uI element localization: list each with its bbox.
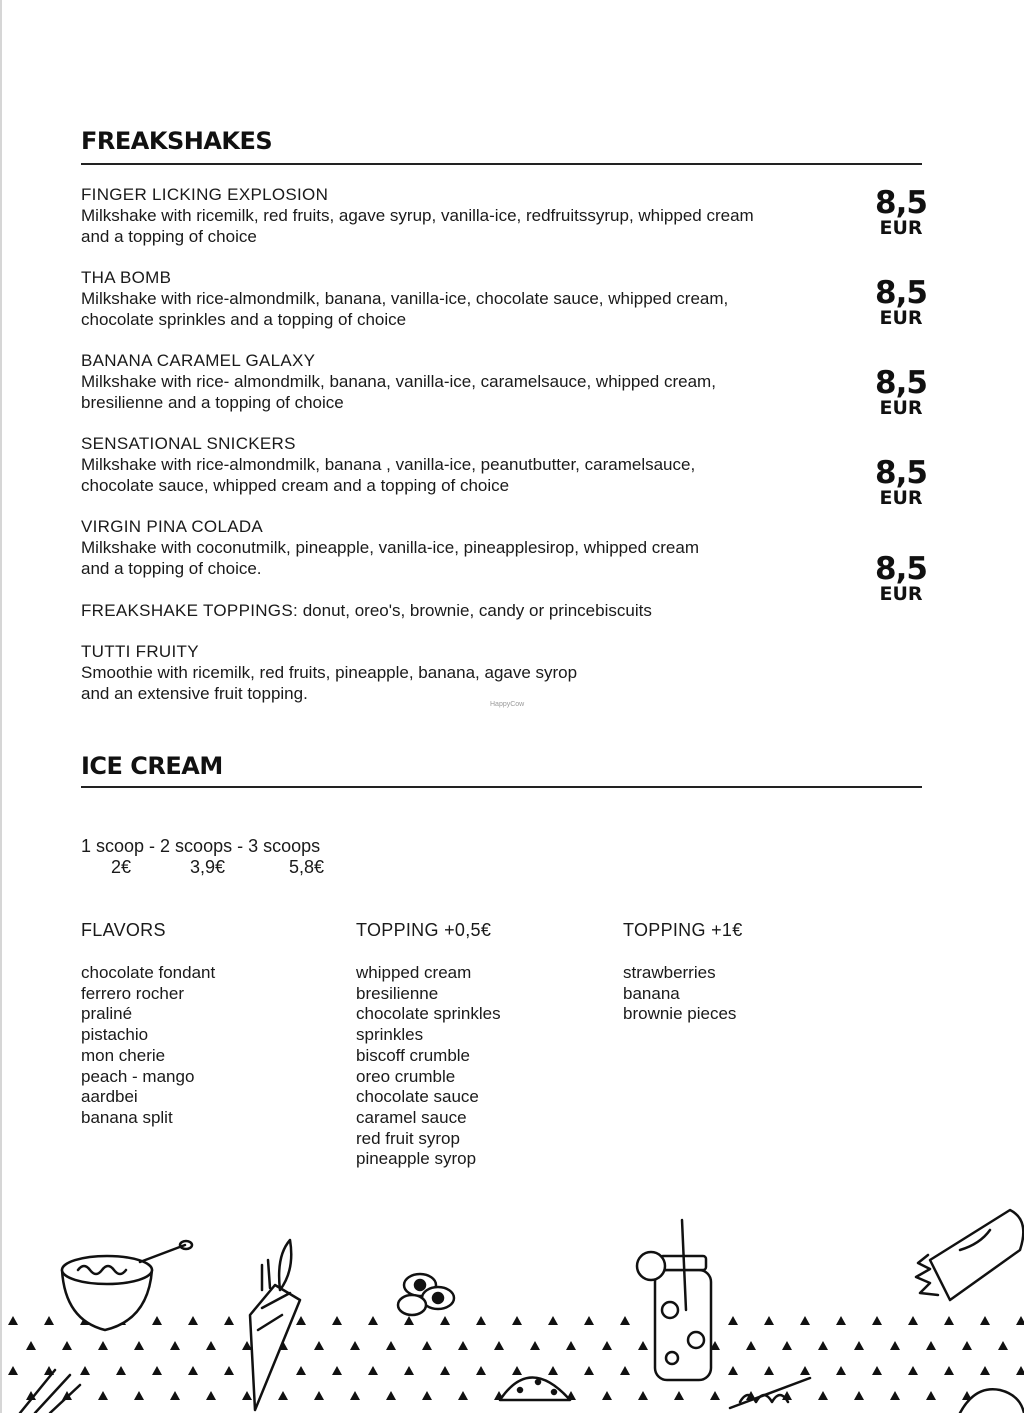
pattern-triangle [818,1391,828,1400]
ice-cream-cone-icon [250,1240,300,1410]
pattern-triangle [602,1391,612,1400]
price-tha-bomb [872,275,930,329]
pattern-triangle [80,1366,90,1375]
pattern-triangle [224,1366,234,1375]
list-item: banana [623,983,680,1003]
list-item: chocolate sprinkles [356,1004,501,1024]
pattern-triangle [134,1341,144,1350]
pattern-triangle [944,1316,954,1325]
pattern-triangle [926,1341,936,1350]
noodle-bowl-icon [62,1241,192,1330]
pattern-triangle [512,1316,522,1325]
pattern-triangle [494,1341,504,1350]
item-name: THA BOMB [81,268,172,287]
item-desc: and a topping of choice. [81,559,262,578]
freakshakes-title: FREAKSHAKES [81,127,273,155]
pattern-triangle [8,1316,18,1325]
pattern-triangle [314,1391,324,1400]
scoops-line: 1 scoop - 2 scoops - 3 scoops [81,836,321,856]
pattern-triangle [440,1366,450,1375]
list-item: pineapple syrop [356,1149,477,1169]
menu-item-finger-licking [81,184,871,247]
food-illustrations [0,1190,1024,1413]
pattern-triangle [296,1366,306,1375]
pattern-triangle [476,1316,486,1325]
flavors-list [81,963,215,1129]
list-item: aardbei [81,1087,138,1107]
pattern-triangle [638,1391,648,1400]
price-finger-licking [872,185,930,239]
pattern-triangle [278,1391,288,1400]
item-desc: Milkshake with coconutmilk, pineapple, vanilla-ice, pineapplesirop, whipped cream [81,538,699,557]
pattern-triangle [476,1366,486,1375]
pattern-triangle [674,1391,684,1400]
pattern-triangle [800,1366,810,1375]
pattern-triangle [836,1366,846,1375]
burrito-icon [916,1210,1023,1300]
flavors-heading: FLAVORS [81,920,166,940]
price-snickers [872,455,930,509]
pattern-triangle [170,1391,180,1400]
pattern-triangle [980,1366,990,1375]
pattern-triangle [584,1316,594,1325]
pattern-triangle [800,1316,810,1325]
menu-item-tutti-fruity [81,641,871,704]
price-currency: EUR [879,397,923,419]
price-2-scoops: 3,9€ [190,857,226,877]
item-desc: chocolate sprinkles and a topping of choice [81,310,407,329]
menu-item-tha-bomb [81,267,871,330]
pattern-triangle [26,1341,36,1350]
pattern-triangle [458,1391,468,1400]
price-amount: 8,5 [875,455,927,491]
item-desc: bresilienne and a topping of choice [81,393,344,412]
list-item: pistachio [81,1025,149,1045]
pattern-triangle [98,1341,108,1350]
pattern-triangle [368,1316,378,1325]
list-item: oreo crumble [356,1066,456,1086]
menu-item-banana-caramel [81,350,871,413]
burger-icon [500,1378,570,1401]
item-name: BANANA CARAMEL GALAXY [81,351,316,370]
pattern-triangle [854,1391,864,1400]
price-currency: EUR [879,307,923,329]
price-banana-caramel [872,365,930,419]
pattern-triangle [710,1391,720,1400]
item-desc: and an extensive fruit topping. [81,684,308,703]
pattern-triangle [368,1366,378,1375]
pattern-triangle [332,1316,342,1325]
pattern-triangle [764,1366,774,1375]
item-desc: chocolate sauce, whipped cream and a topping of choice [81,476,510,495]
item-desc: Milkshake with rice-almondmilk, banana, vanilla-ice, chocolate sauce, whipped cream, [81,289,729,308]
pattern-triangle [530,1341,540,1350]
pattern-triangle [242,1391,252,1400]
list-item: red fruit syrop [356,1128,460,1148]
price-currency: EUR [879,217,923,239]
pattern-triangle [314,1341,324,1350]
pattern-triangle [872,1366,882,1375]
pattern-triangle [764,1316,774,1325]
item-name: TUTTI FRUITY [81,642,199,661]
pattern-triangle [566,1341,576,1350]
pattern-triangle [728,1366,738,1375]
topping-05-heading: TOPPING +0,5€ [356,920,492,940]
pattern-triangle [440,1316,450,1325]
pattern-triangle [926,1391,936,1400]
pattern-triangle [386,1391,396,1400]
skewer-icon [730,1378,810,1408]
menu-item-snickers [81,433,871,496]
pattern-triangle [224,1316,234,1325]
pattern-triangle [422,1341,432,1350]
freakshake-toppings [81,600,652,621]
pattern-triangle [206,1341,216,1350]
pattern-triangle [836,1316,846,1325]
pattern-triangle [404,1316,414,1325]
price-amount: 8,5 [875,185,927,221]
item-desc: Milkshake with ricemilk, red fruits, agave syrup, vanilla-ice, redfruitssyrup, whipped cream [81,206,754,225]
pattern-triangle [188,1366,198,1375]
pattern-triangle [620,1316,630,1325]
pattern-triangle [152,1366,162,1375]
pattern-triangle [728,1316,738,1325]
pattern-triangle [1016,1366,1024,1375]
pattern-triangle [62,1341,72,1350]
toppings-list: donut, oreo's, brownie, candy or princebiscuits [298,601,652,620]
pattern-triangle [746,1341,756,1350]
pattern-triangle [620,1366,630,1375]
list-item: peach - mango [81,1066,195,1086]
pattern-triangle [980,1316,990,1325]
price-amount: 8,5 [875,551,927,587]
price-currency: EUR [879,487,923,509]
happycow-watermark: HappyCow [490,701,525,708]
pattern-triangle [152,1316,162,1325]
pattern-triangle [44,1316,54,1325]
pattern-triangle [584,1366,594,1375]
list-item: banana split [81,1107,173,1127]
price-pina-colada [872,551,930,605]
item-desc: and a topping of choice [81,227,257,246]
pattern-triangle [998,1341,1008,1350]
list-item: biscoff crumble [356,1045,471,1065]
pattern-triangle [512,1366,522,1375]
lemonade-jar-icon [637,1220,711,1380]
list-item: chocolate fondant [81,963,216,982]
pattern-triangle [134,1391,144,1400]
toppings-label: FREAKSHAKE TOPPINGS: [81,601,298,620]
sushi-icon [398,1274,454,1315]
pattern-triangle [872,1316,882,1325]
pattern-triangle [350,1341,360,1350]
topping-1-heading: TOPPING +1€ [623,920,743,940]
pattern-triangle [116,1366,126,1375]
pattern-triangle [908,1366,918,1375]
pattern-triangle [296,1316,306,1325]
pattern-triangle [890,1341,900,1350]
item-name: VIRGIN PINA COLADA [81,517,264,536]
price-amount: 8,5 [875,365,927,401]
list-item: brownie pieces [623,1004,737,1024]
topping-05-list [356,963,501,1170]
item-desc: Milkshake with rice- almondmilk, banana, vanilla-ice, caramelsauce, whipped cream, [81,372,716,391]
pattern-triangle [908,1316,918,1325]
item-desc: Smoothie with ricemilk, red fruits, pineapple, banana, agave syrop [81,663,578,682]
item-name: FINGER LICKING EXPLOSION [81,185,329,204]
pattern-triangle [854,1341,864,1350]
pattern-triangle [404,1366,414,1375]
pattern-triangle [1016,1316,1024,1325]
price-amount: 8,5 [875,275,927,311]
pattern-triangle [458,1341,468,1350]
list-item: sprinkles [356,1025,424,1045]
list-item: mon cherie [81,1045,166,1065]
freakshakes-divider [81,163,922,165]
list-item: whipped cream [356,963,472,982]
pattern-triangle [170,1341,180,1350]
pattern-triangle [638,1341,648,1350]
pattern-triangle [188,1316,198,1325]
icecream-divider [81,786,922,788]
pattern-triangle [944,1366,954,1375]
pattern-triangle [350,1391,360,1400]
pattern-triangle [548,1316,558,1325]
list-item: caramel sauce [356,1107,467,1127]
pattern-triangle [98,1391,108,1400]
list-item: ferrero rocher [81,983,184,1003]
item-name: SENSATIONAL SNICKERS [81,434,296,453]
pattern-triangle [332,1366,342,1375]
price-1-scoop: 2€ [111,857,132,877]
list-item: strawberries [623,963,716,982]
pattern-triangle [206,1391,216,1400]
pattern-triangle [890,1391,900,1400]
menu-item-pina-colada [81,516,871,579]
item-desc: Milkshake with rice-almondmilk, banana , vanilla-ice, peanutbutter, caramelsauce, [81,455,696,474]
pattern-triangle [548,1366,558,1375]
price-currency: EUR [879,583,923,605]
pattern-triangle [422,1391,432,1400]
pattern-triangle [962,1341,972,1350]
pattern-triangle [8,1366,18,1375]
pattern-triangle [386,1341,396,1350]
pattern-triangle [602,1341,612,1350]
pattern-triangle [782,1341,792,1350]
price-3-scoops: 5,8€ [289,857,325,877]
topping-1-list [623,963,736,1025]
list-item: chocolate sauce [356,1087,479,1107]
icecream-title: ICE CREAM [81,752,223,780]
pattern-triangle [818,1341,828,1350]
list-item: praliné [81,1004,133,1024]
list-item: bresilienne [356,983,439,1003]
